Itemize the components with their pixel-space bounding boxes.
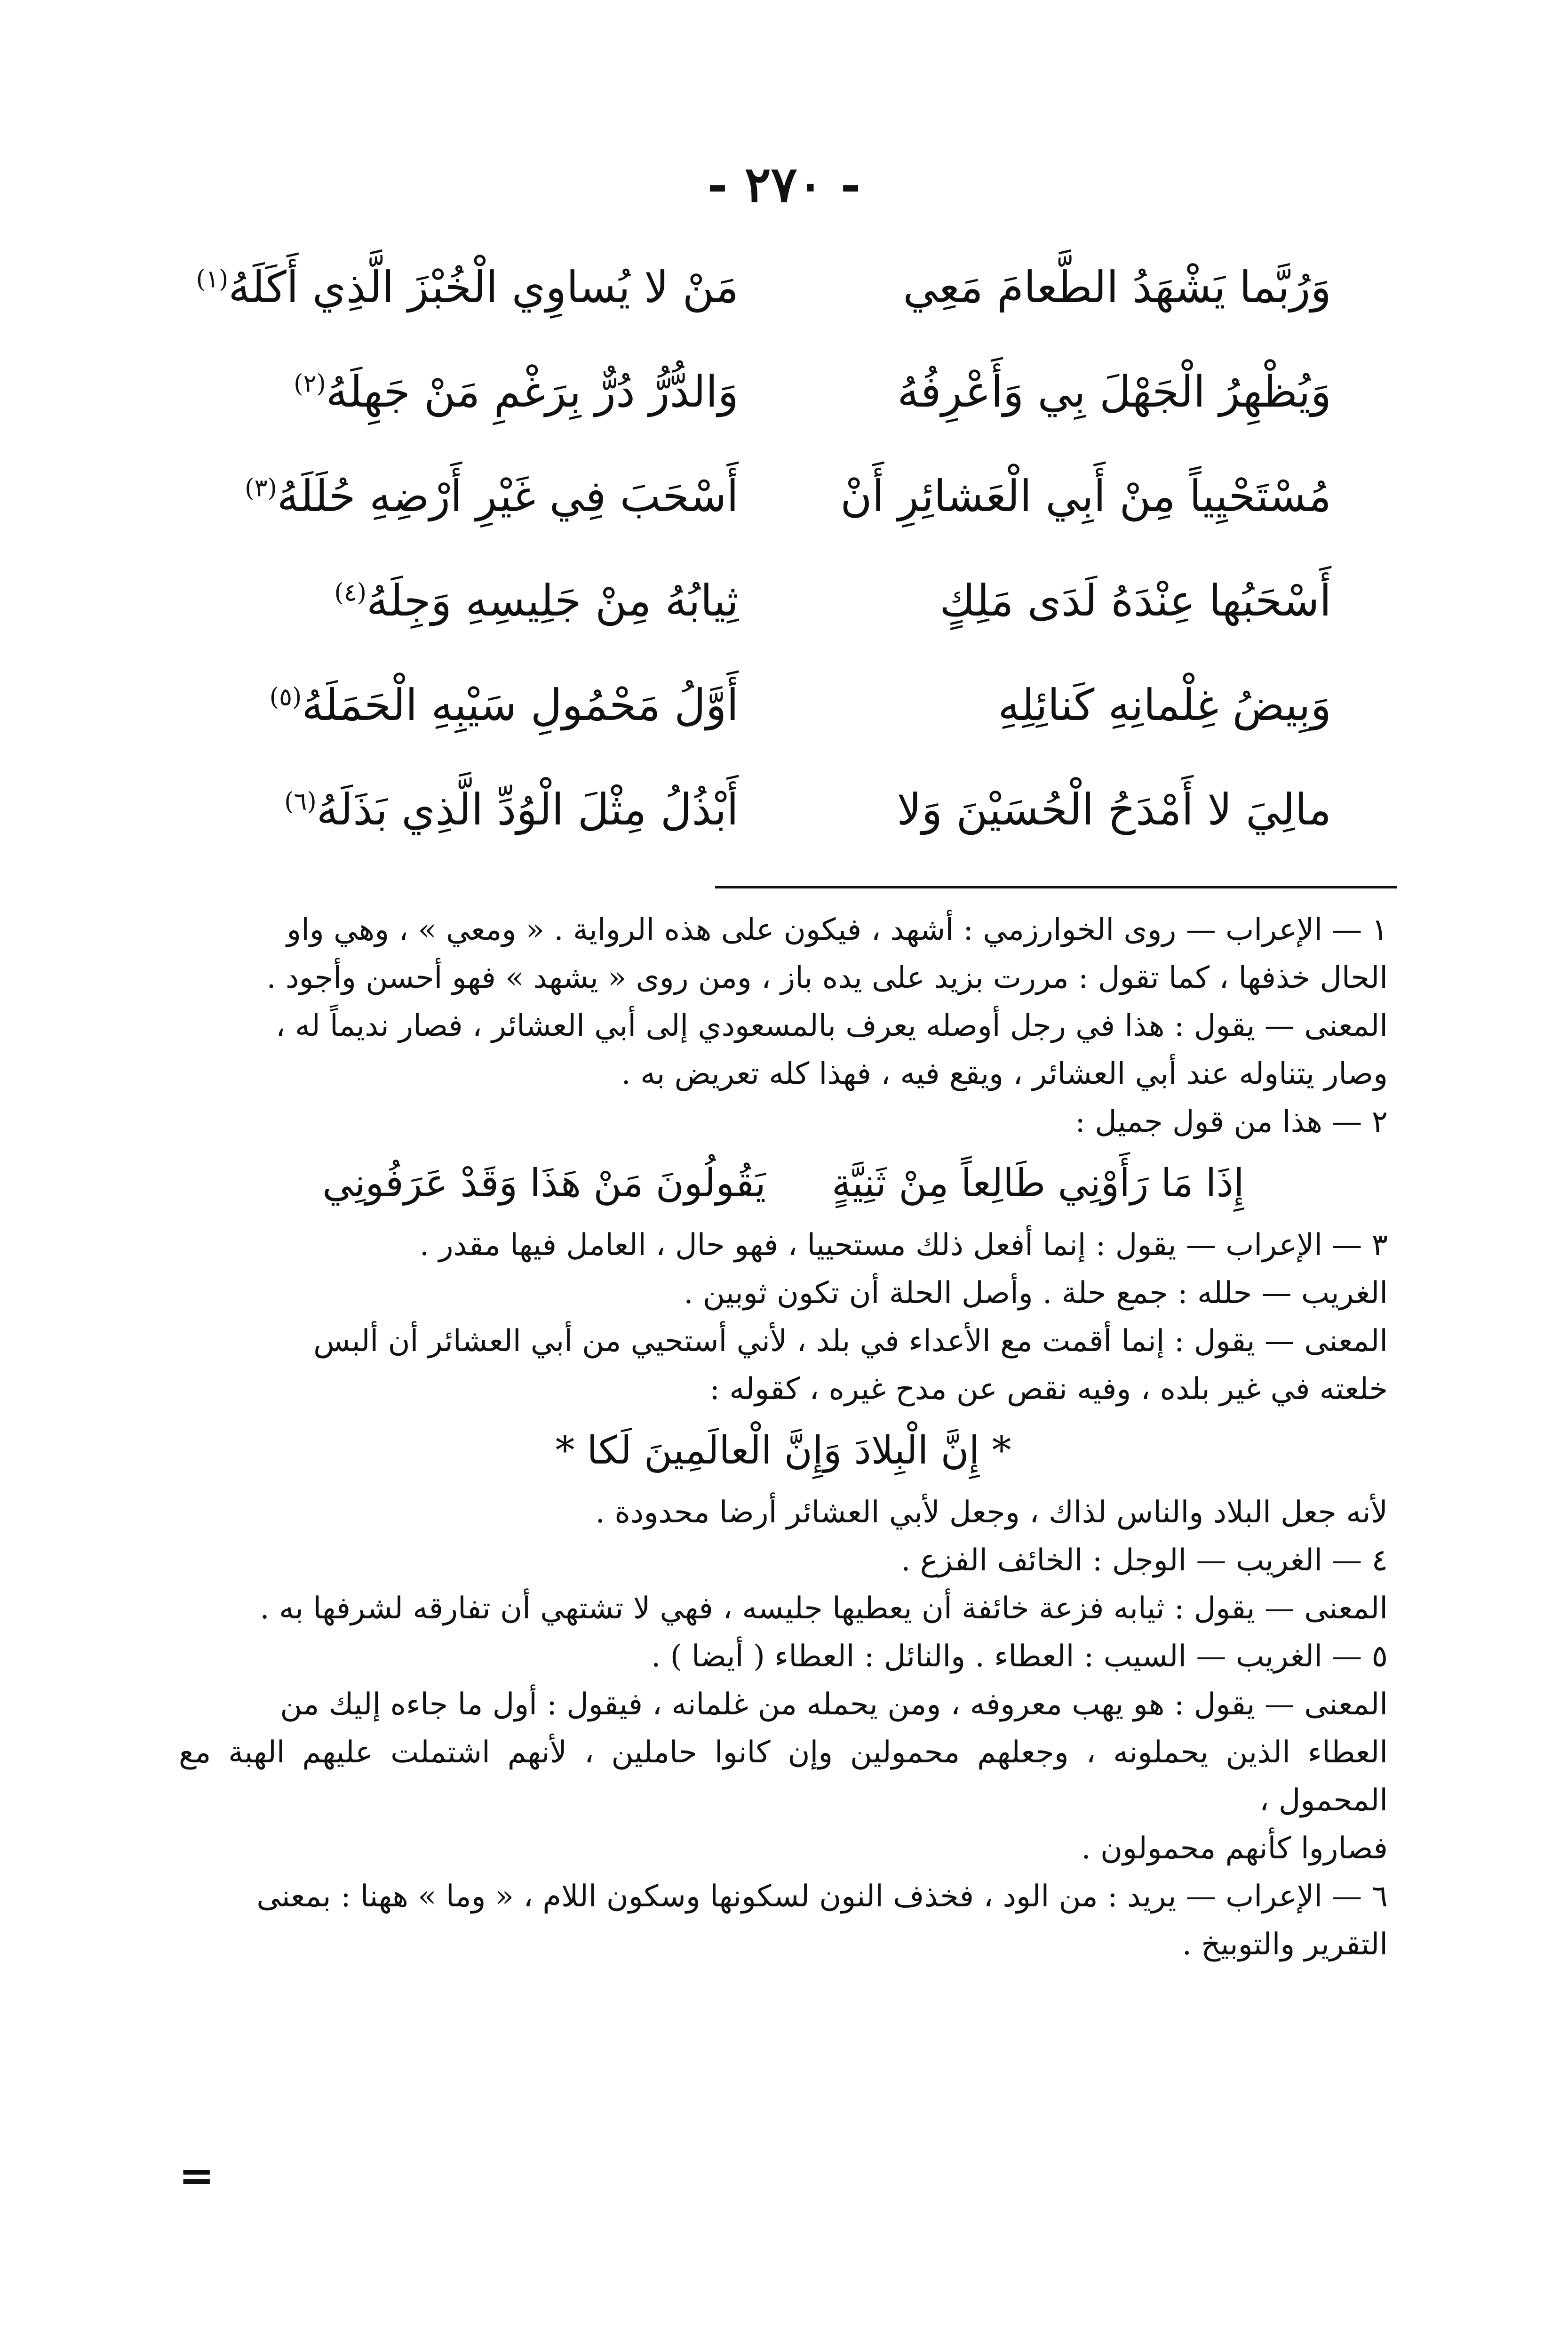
hemistich-text: وَالدُّرُّ دُرٌّ بِرَغْمِ مَنْ جَهِلَهُ <box>326 366 739 417</box>
verse-first-hemistich: مالِيَ لا أَمْدَحُ الْحُسَيْنَ وَلا <box>897 784 1331 835</box>
quoted-verse: * إِنَّ الْبِلادَ وَإِنَّ الْعالَمِينَ لَكا * <box>555 1428 1011 1473</box>
hemistich-text: أَوَّلُ مَحْمُولِ سَيْبِهِ الْحَمَلَهُ <box>302 680 739 730</box>
verse-second-hemistich <box>235 471 739 522</box>
verse-second-hemistich <box>235 680 739 731</box>
footnote-ref: (١) <box>196 265 229 294</box>
footnote-line: المعنى — يقول : ثيابه فزعة خائفة أن يعطيها جليسه ، فهي لا تشتهي أن تفارقه لشرفها به . <box>260 1591 1388 1626</box>
verse <box>235 653 1331 758</box>
verse-second-hemistich <box>235 366 739 418</box>
footnote-line: ٥ — الغريب — السيب : العطاء . والنائل : العطاء ( أيضا ) . <box>651 1639 1388 1674</box>
footnote-line: ١ — الإعراب — روى الخوارزمي : أشهد ، فيكون على هذه الرواية . « ومعي » ، وهي واو <box>287 912 1388 947</box>
footnote-line: التقرير والتوبيخ . <box>1182 1927 1388 1962</box>
verse-second-hemistich <box>235 784 739 836</box>
hemistich-text: ثِيابُهُ مِنْ جَلِيسِهِ وَجِلَهُ <box>366 575 739 626</box>
footnote-ref: (٢) <box>294 369 326 398</box>
hemistich-text: أَسْحَبَ فِي غَيْرِ أَرْضِهِ حُلَلَهُ <box>277 471 739 521</box>
footnote-line: خلعته في غير بلده ، وفيه نقص عن مدح غيره ، كقوله : <box>709 1372 1388 1407</box>
hemistich-text: مَنْ لا يُساوِي الْخُبْزَ الَّذِي أَكَلَهُ <box>228 262 739 312</box>
verse-first-hemistich: أَسْحَبُها عِنْدَهُ لَدَى مَلِكٍ <box>939 575 1331 626</box>
poem <box>196 235 1331 862</box>
footnote-ref: (٥) <box>269 683 302 712</box>
continuation-mark: = <box>179 2151 215 2200</box>
footnote-ref: (٦) <box>284 787 317 816</box>
verse <box>196 235 1331 340</box>
quoted-hemistich: يَقُولُونَ مَنْ هَذَا وَقَدْ عَرَفُونِي <box>322 1161 766 1206</box>
quoted-hemistich: إِذَا مَا رَأَوْنِي طَالِعاً مِنْ ثَنِيَّةٍ <box>831 1161 1244 1206</box>
footnote-ref: (٣) <box>245 474 277 503</box>
verse-first-hemistich: وَيُظْهِرُ الْجَهْلَ بِي وَأَعْرِفُهُ <box>897 366 1331 417</box>
verse <box>235 444 1331 549</box>
footnote-line: العطاء الذين يحملونه ، وجعلهم محمولين وإن كانوا حاملين ، لأنهم اشتملت عليهم الهبة مع المحمول ، <box>179 1735 1388 1818</box>
verse-second-hemistich <box>235 575 739 627</box>
footnote-line: فصاروا كأنهم محمولون . <box>1081 1831 1388 1866</box>
page-number: - ٢٧٠ - <box>707 155 861 213</box>
verse <box>235 340 1331 444</box>
verse-first-hemistich: وَبِيضُ غِلْمانِهِ كَنائِلِهِ <box>998 680 1331 730</box>
footnote-line: المعنى — يقول : هذا في رجل أوصله يعرف بالمسعودي إلى أبي العشائر ، فصار نديماً له ، <box>275 1008 1388 1043</box>
footnote-line: ٣ — الإعراب — يقول : إنما أفعل ذلك مستحييا ، فهو حال ، العامل فيها مقدر . <box>419 1228 1388 1263</box>
verse <box>235 549 1331 653</box>
footnote-line: ٦ — الإعراب — يريد : من الود ، فخذف النون لسكونها وسكون اللام ، « وما » ههنا : بمعنى <box>256 1879 1388 1914</box>
verse-second-hemistich <box>196 262 739 313</box>
footnote-line: ٢ — هذا من قول جميل : <box>1075 1104 1388 1139</box>
footnote-line: ٤ — الغريب — الوجل : الخائف الفزع . <box>901 1543 1388 1578</box>
footnote-line: المعنى — يقول : إنما أقمت مع الأعداء في بلد ، لأني أستحيي من أبي العشائر أن ألبس <box>313 1324 1388 1359</box>
footnote-line: وصار يتناوله عند أبي العشائر ، ويقع فيه ، فهذا كله تعريض به . <box>621 1056 1388 1091</box>
verse-first-hemistich: مُسْتَحْيِياً مِنْ أَبِي الْعَشائِرِ أَنْ <box>840 471 1331 521</box>
footnote-ref: (٤) <box>334 578 367 607</box>
footnotes <box>179 906 1388 1968</box>
verse <box>235 758 1331 862</box>
hemistich-text: أَبْذُلُ مِثْلَ الْوُدِّ الَّذِي بَذَلَهُ <box>316 784 739 835</box>
footnote-line: الغريب — حلله : جمع حلة . وأصل الحلة أن تكون ثوبين . <box>684 1276 1388 1311</box>
footnote-divider <box>715 886 1397 888</box>
footnote-line: المعنى — يقول : هو يهب معروفه ، ومن يحمله من غلمانه ، فيقول : أول ما جاءه إليك من <box>280 1687 1388 1722</box>
footnote-line: الحال خذفها ، كما تقول : مررت بزيد على يده باز ، ومن روى « يشهد » فهو أحسن وأجود . <box>266 960 1388 995</box>
verse-first-hemistich: وَرُبَّما يَشْهَدُ الطَّعامَ مَعِي <box>903 262 1331 312</box>
footnote-line: لأنه جعل البلاد والناس لذاك ، وجعل لأبي العشائر أرضا محدودة . <box>595 1495 1388 1530</box>
quoted-verse <box>179 1146 1388 1221</box>
